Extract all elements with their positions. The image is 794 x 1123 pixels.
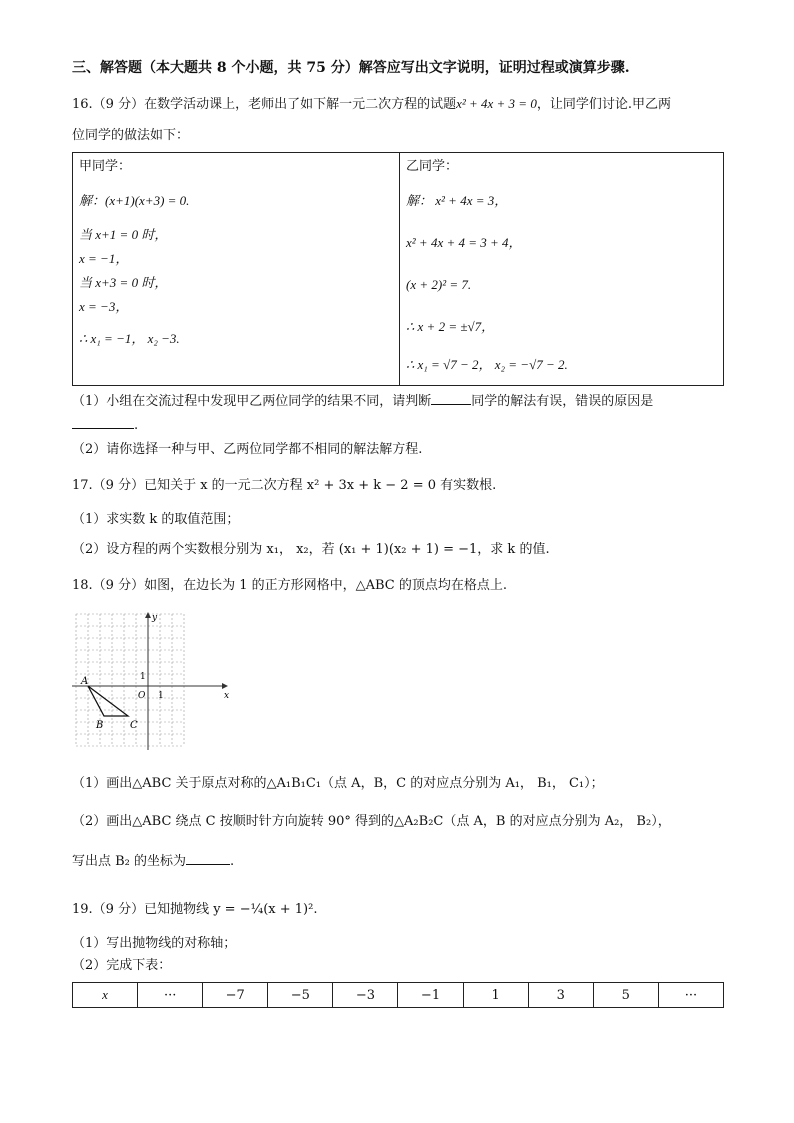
yi-step: 解： x² + 4x = 3， [406,193,508,208]
coordinate-grid [72,610,232,750]
q18-sub2b-end: . [230,854,235,869]
jia-title: 甲同学： [79,159,132,174]
q18-sub2b-text: 写出点 B₂ 的坐标为 [72,854,187,869]
q16-sub1-cont [72,414,138,436]
table-row [73,983,724,1008]
q17-sub2: （2）设方程的两个实数根分别为 x₁， x₂，若 (x₁ + 1)(x₂ + 1) = −1，求 k 的值. [72,542,550,557]
q19-sub2: （2）完成下表： [72,958,172,973]
jia-step: x = −1， [79,251,129,266]
q16-sub1-text-a: （1）小组在交流过程中发现甲乙两位同学的结果不同，请判断 [72,394,432,409]
q16-line1 [72,94,671,115]
unit-x-label: 1 [158,691,164,701]
answer-blank[interactable] [431,390,471,405]
table-cell: 5 [593,983,658,1008]
answer-blank[interactable] [72,414,134,429]
q16-text-a: 16.（9 分）在数学活动课上，老师出了如下解一元二次方程的试题 [72,97,457,112]
yi-step: ∴ x₁ = √7 − 2， x₂ = −√7 − 2. [406,357,568,372]
q18-sub1: （1）画出△ABC 关于原点对称的△A₁B₁C₁（点 A，B，C 的对应点分别为 A₁， B₁， C₁）； [72,776,604,791]
table-cell: ··· [138,983,203,1008]
answer-blank[interactable] [186,850,230,865]
jia-step: x = −3， [79,299,129,314]
yi-step: x² + 4x + 4 = 3 + 4， [406,235,522,250]
yi-step: (x + 2)² = 7. [406,277,472,292]
yi-solution [400,153,722,385]
jia-step: 当 x+1 = 0 时， [79,227,168,242]
q19-sub1: （1）写出抛物线的对称轴； [72,936,237,951]
origin-label: O [138,691,146,701]
q18-sub2b [72,850,234,872]
yi-step: ∴ x + 2 = ±√7， [406,319,495,334]
unit-y-label: 1 [140,672,146,682]
q16-equation: x² + 4x + 3 = 0 [456,96,537,111]
x-axis-label: x [224,691,230,701]
q18-sub2: （2）画出△ABC 绕点 C 按顺时针方向旋转 90° 得到的△A₂B₂C（点 A，B 的对应点分别为 A₂， B₂）， [72,814,671,829]
table-cell: 3 [528,983,593,1008]
point-b-label: B [96,720,104,731]
table-cell: −3 [333,983,398,1008]
point-a-label: A [81,676,89,687]
table-cell: −1 [398,983,463,1008]
q16-line2: 位同学的做法如下： [72,128,190,143]
y-axis-arrow-icon [145,612,151,618]
y-axis-label: y [152,613,158,623]
q16-sub1-end: . [134,418,139,433]
x-axis-arrow-icon [222,683,228,689]
jia-step: 当 x+3 = 0 时， [79,275,168,290]
q16-sub1-text-b: 同学的解法有误，错误的原因是 [471,394,654,409]
solutions-box [72,152,724,386]
q16-sub1 [72,390,653,412]
table-cell: x [73,983,138,1008]
jia-step: 解：(x+1)(x+3) = 0. [79,193,190,208]
table-cell: −7 [203,983,268,1008]
triangle-abc [88,686,128,716]
q16-text-b: ，让同学们讨论.甲乙两 [536,97,671,112]
q17-line1: 17.（9 分）已知关于 x 的一元二次方程 x² + 3x + k − 2 = 0 有实数根. [72,478,497,493]
q17-sub1: （1）求实数 k 的取值范围； [72,512,240,527]
jia-solution [73,153,399,385]
q18-line1: 18.（9 分）如图，在边长为 1 的正方形网格中，△ABC 的顶点均在格点上. [72,578,508,593]
values-table [72,982,724,1008]
table-cell: ··· [658,983,723,1008]
point-c-label: C [130,720,138,731]
table-cell: 1 [463,983,528,1008]
q19-line1: 19.（9 分）已知抛物线 y = −¼(x + 1)². [72,902,318,917]
table-cell: −5 [268,983,333,1008]
section-title: 三、解答题（本大题共 8 个小题，共 75 分）解答应写出文字说明，证明过程或演算步骤. [72,60,630,76]
yi-title: 乙同学： [406,159,459,174]
coordinate-grid-figure [72,610,232,750]
q16-sub2: （2）请你选择一种与甲、乙两位同学都不相同的解法解方程. [72,442,423,457]
jia-step: ∴ x₁ = −1， x₂ −3. [79,331,180,346]
